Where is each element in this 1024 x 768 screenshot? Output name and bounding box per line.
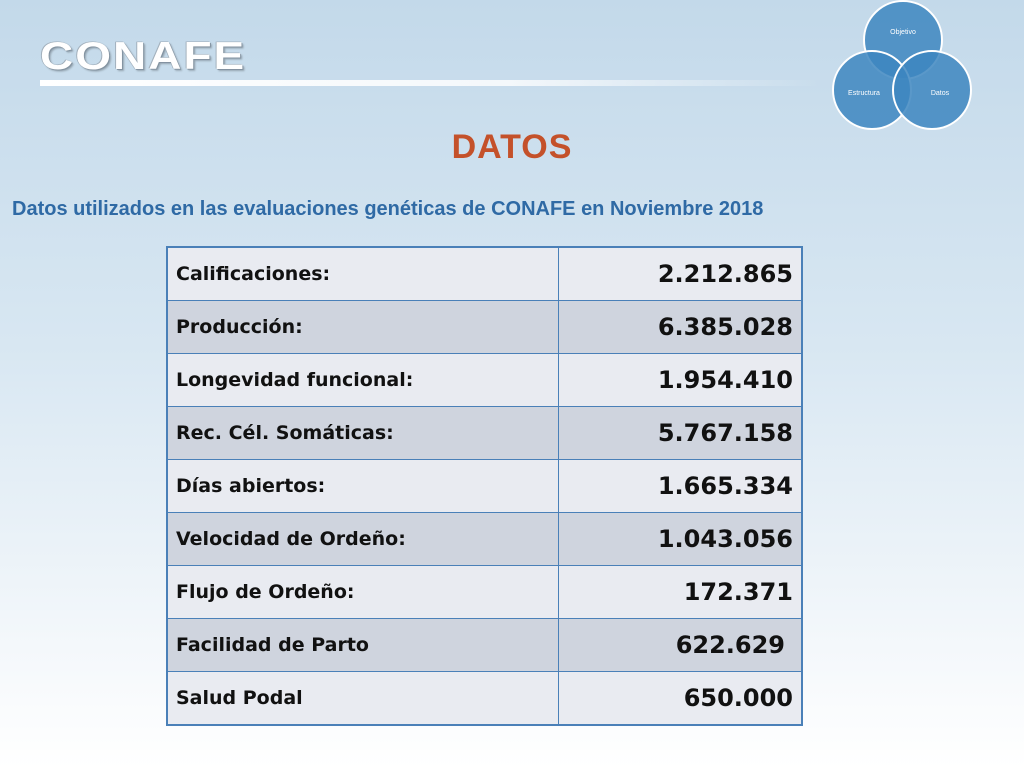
- venn-label-estructura: Estructura: [848, 90, 880, 97]
- venn-diagram: [830, 0, 975, 135]
- page-subtitle: Datos utilizados en las evaluaciones genéticas de CONAFE en Noviembre 2018: [12, 198, 764, 220]
- row-label: Salud Podal: [167, 672, 559, 726]
- table-row: [167, 513, 802, 566]
- row-value: 1.665.334: [559, 460, 803, 513]
- row-value: 6.385.028: [559, 301, 803, 354]
- row-value: 5.767.158: [559, 407, 803, 460]
- data-table: [166, 246, 803, 726]
- row-label: Producción:: [167, 301, 559, 354]
- table-row: [167, 619, 802, 672]
- page-title: DATOS: [451, 128, 573, 166]
- table-row: [167, 566, 802, 619]
- row-label: Velocidad de Ordeño:: [167, 513, 559, 566]
- row-value: 1.954.410: [559, 354, 803, 407]
- row-value: 1.043.056: [559, 513, 803, 566]
- row-label: Flujo de Ordeño:: [167, 566, 559, 619]
- row-label: Rec. Cél. Somáticas:: [167, 407, 559, 460]
- row-value: 172.371: [559, 566, 803, 619]
- table-row: [167, 354, 802, 407]
- row-label: Días abiertos:: [167, 460, 559, 513]
- row-label: Longevidad funcional:: [167, 354, 559, 407]
- venn-label-objetivo: Objetivo: [890, 29, 916, 36]
- row-label: Calificaciones:: [167, 247, 559, 301]
- row-label: Facilidad de Parto: [167, 619, 559, 672]
- logo-text: CONAFE: [40, 33, 247, 78]
- table-row: [167, 460, 802, 513]
- row-value: 2.212.865: [559, 247, 803, 301]
- table-row: [167, 247, 802, 301]
- table-row: [167, 672, 802, 726]
- table-row: [167, 407, 802, 460]
- logo-underline: [40, 80, 820, 86]
- venn-label-datos: Datos: [930, 90, 950, 97]
- table-row: [167, 301, 802, 354]
- row-value: 622.629: [559, 619, 803, 672]
- row-value: 650.000: [559, 672, 803, 726]
- conafe-logo: [40, 33, 247, 82]
